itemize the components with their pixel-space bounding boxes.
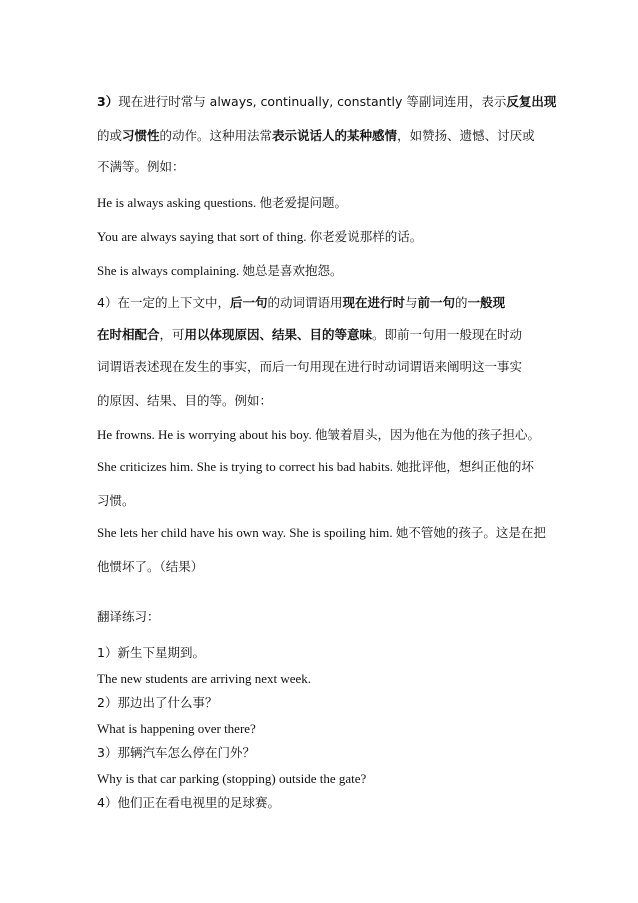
section-4-text: 与: [405, 295, 418, 310]
example-english: She lets her child have his own way. She is spoiling him.: [97, 525, 393, 540]
section-3-line-3: [97, 158, 547, 176]
practice-prompt: 4）他们正在看电视里的足球赛。: [97, 795, 280, 810]
practice-heading: [97, 608, 547, 626]
section-4-emphasis: 后一句: [229, 295, 268, 310]
section-4-line-4: [97, 392, 547, 410]
section-3-text: 现在进行时常与 always, continually, constantly 等副词连用，表示: [118, 94, 507, 109]
example-5-continued: [97, 492, 547, 510]
section-3-text: 的动作。这种用法常: [159, 128, 273, 143]
example-4: [97, 426, 547, 444]
example-chinese: 他皱着眉头，因为他在为他的孩子担心。: [314, 427, 540, 442]
example-chinese: 他惯坏了。（结果）: [97, 559, 204, 574]
section-4-line-1: [97, 294, 547, 312]
section-3-line-2: [97, 127, 547, 145]
example-chinese: 你老爱说那样的话。: [309, 229, 423, 244]
example-3: [97, 262, 547, 280]
practice-item-1-chinese: [97, 644, 547, 662]
section-3-number: 3）: [97, 94, 119, 109]
example-chinese: 她批评他，想纠正他的坏: [396, 459, 534, 474]
practice-answer: Why is that car parking (stopping) outside the gate?: [97, 771, 367, 786]
section-4-text: 的: [455, 295, 468, 310]
example-english: She criticizes him. She is trying to correct his bad habits.: [97, 459, 394, 474]
example-chinese: 习惯。: [97, 493, 135, 508]
practice-prompt: 3）那辆汽车怎么停在门外？: [97, 745, 255, 760]
example-english: He is always asking questions.: [97, 195, 257, 210]
example-chinese: 她总是喜欢抱怨。: [242, 263, 343, 278]
section-4-emphasis: 前一句: [417, 295, 456, 310]
section-4-line-2: [97, 326, 547, 344]
section-4-text: 4）在一定的上下文中，: [97, 295, 230, 310]
example-1: [97, 194, 547, 212]
example-chinese: 她不管她的孩子。这是在把: [395, 525, 546, 540]
example-5: [97, 458, 547, 476]
section-3-line-1: [97, 93, 557, 111]
example-6-continued: [97, 558, 547, 576]
section-4-emphasis: 用以体现原因、结果、目的等意味: [184, 327, 373, 342]
practice-item-1-english: [97, 670, 547, 688]
practice-prompt: 2）那边出了什么事？: [97, 695, 218, 710]
section-4-text: 词谓语表述现在发生的事实，而后一句用现在进行时动词谓语来阐明这一事实: [97, 359, 523, 374]
example-english: You are always saying that sort of thing.: [97, 229, 307, 244]
practice-item-2-chinese: [97, 694, 547, 712]
section-4-text: 的动词谓语用: [267, 295, 343, 310]
example-label: 例如：: [234, 393, 273, 408]
practice-answer: The new students are arriving next week.: [97, 671, 312, 686]
section-4-emphasis: 在时相配合: [97, 327, 160, 342]
section-3-emphasis-emotion: 表示说话人的某种感情: [272, 128, 398, 143]
practice-prompt: 1）新生下星期到。: [97, 645, 205, 660]
example-english: She is always complaining.: [97, 263, 240, 278]
practice-answer: What is happening over there?: [97, 721, 256, 736]
section-4-text: ，可: [159, 327, 185, 342]
section-4-emphasis: 一般现: [467, 295, 506, 310]
section-4-emphasis: 现在进行时: [342, 295, 406, 310]
example-6: [97, 524, 547, 542]
section-4-line-3: [97, 358, 547, 376]
example-chinese: 他老爱提问题。: [259, 195, 347, 210]
practice-heading-text: 翻译练习：: [97, 609, 160, 624]
section-3-text: 不满等。: [97, 159, 148, 174]
practice-item-3-chinese: [97, 744, 547, 762]
example-label: 例如：: [147, 159, 185, 174]
example-2: [97, 228, 547, 246]
section-3-text: ，如赞扬、遗憾、讨厌或: [397, 128, 535, 143]
section-3-text: 的或: [97, 128, 123, 143]
section-4-text: 的原因、结果、目的等。: [97, 393, 235, 408]
practice-item-2-english: [97, 720, 547, 738]
practice-item-4-chinese: [97, 794, 547, 812]
example-english: He frowns. He is worrying about his boy.: [97, 427, 312, 442]
section-3-emphasis-habitual: 习惯性: [122, 128, 160, 143]
section-3-emphasis-repeat: 反复出现: [506, 94, 557, 109]
practice-item-3-english: [97, 770, 547, 788]
section-4-text: 。即前一句用一般现在时动: [372, 327, 523, 342]
